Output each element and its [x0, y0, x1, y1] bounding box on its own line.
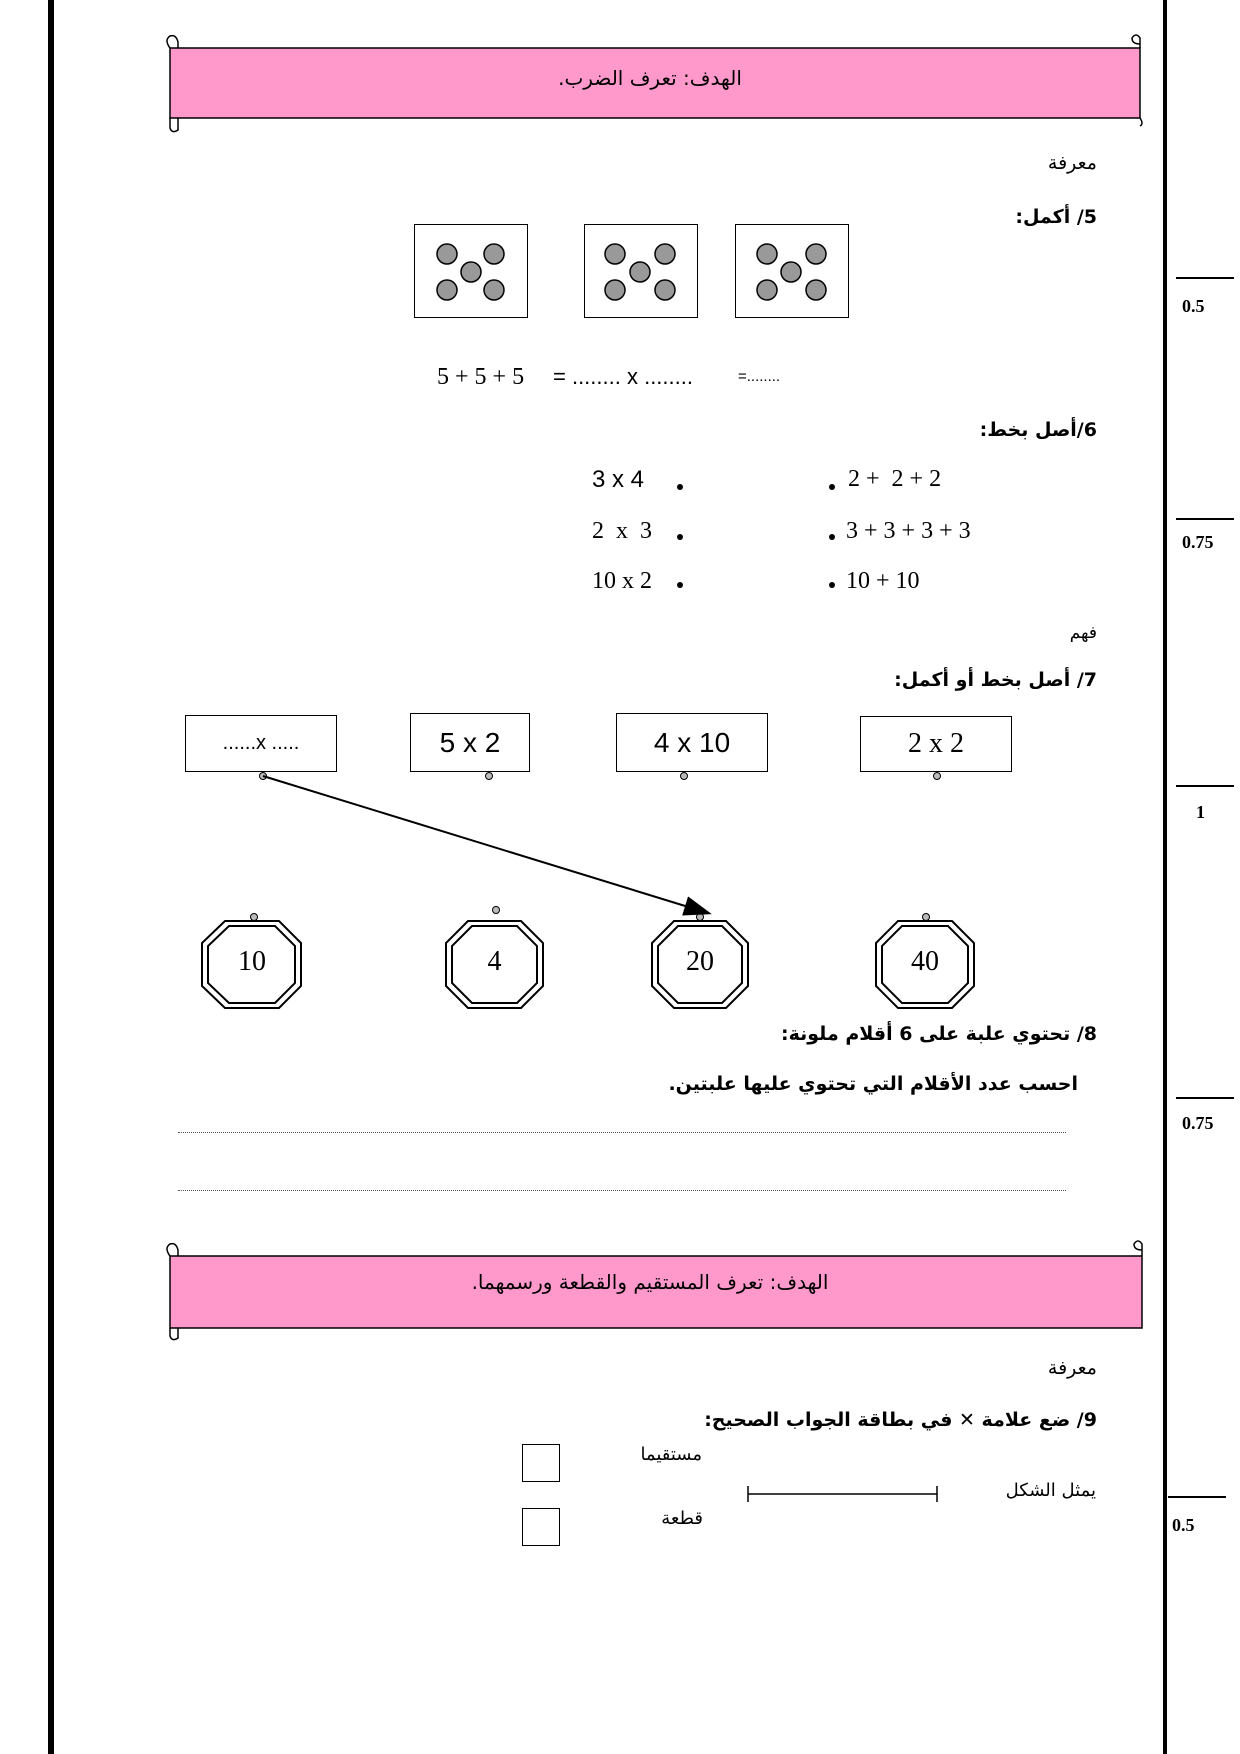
- q7-octagon-value: 40: [911, 946, 939, 977]
- q7-octagon-value: 20: [686, 946, 714, 977]
- q5-equation-left: 5 + 5 + 5: [437, 364, 525, 390]
- q9-title: 9/ ضع علامة ✕ في بطاقة الجواب الصحيح:: [704, 1409, 1097, 1431]
- q7-box: 5 x 2: [410, 713, 530, 772]
- level-label: معرفة: [1047, 1357, 1097, 1379]
- segment-figure: [745, 1484, 940, 1504]
- q6-right-item: 3 + 3 + 3 + 3: [846, 518, 971, 544]
- q6-title: 6/أصل بخط:: [979, 419, 1097, 441]
- q7-box-blank: ......x .....: [185, 715, 337, 772]
- checkbox-straight-line[interactable]: [522, 1444, 560, 1482]
- q7-title: 7/ أصل بخط أو أكمل:: [894, 669, 1097, 691]
- q9-option-label: مستقيما: [640, 1444, 702, 1465]
- q6-left-item: 3 x 4: [592, 466, 645, 493]
- answer-line[interactable]: [178, 1190, 1066, 1191]
- goal-title-2: الهدف: تعرف المستقيم والقطعة ورسمهما.: [471, 1270, 829, 1294]
- level-label: معرفة: [1047, 152, 1097, 174]
- q8-title: 8/ تحتوي علبة على 6 أقلام ملونة:: [781, 1023, 1097, 1045]
- answer-line[interactable]: [178, 1132, 1066, 1133]
- q6-right-item: 10 + 10: [846, 568, 920, 594]
- q9-prompt: يمثل الشكل: [1005, 1480, 1096, 1501]
- score-q8: 0.75: [1182, 1113, 1214, 1133]
- q7-box: 2 x 2: [860, 716, 1012, 772]
- checkbox-segment[interactable]: [522, 1508, 560, 1546]
- score-q6: 0.75: [1182, 532, 1214, 552]
- q6-left-item: 2 x 3: [592, 518, 652, 544]
- score-q5: 0.5: [1182, 296, 1205, 316]
- level-label: فهم: [1069, 623, 1097, 643]
- score-q9: 0.5: [1172, 1515, 1195, 1535]
- q8-question: احسب عدد الأقلام التي تحتوي عليها علبتين.: [668, 1073, 1078, 1095]
- q6-right-item: 2 + 2 + 2: [848, 466, 942, 492]
- q5-equation-result: =........: [738, 368, 781, 385]
- q7-octagon-value: 4: [487, 946, 502, 977]
- q5-equation-middle: = ........ x ........: [553, 364, 693, 389]
- score-q7: 1: [1196, 802, 1205, 822]
- goal-title-1: الهدف: تعرف الضرب.: [558, 66, 742, 90]
- q7-box: 4 x 10: [616, 713, 768, 772]
- q6-left-item: 10 x 2: [592, 568, 652, 594]
- q5-title: 5/ أكمل:: [1015, 206, 1097, 228]
- q9-option-label: قطعة: [661, 1508, 703, 1529]
- q7-octagon-value: 10: [238, 946, 266, 977]
